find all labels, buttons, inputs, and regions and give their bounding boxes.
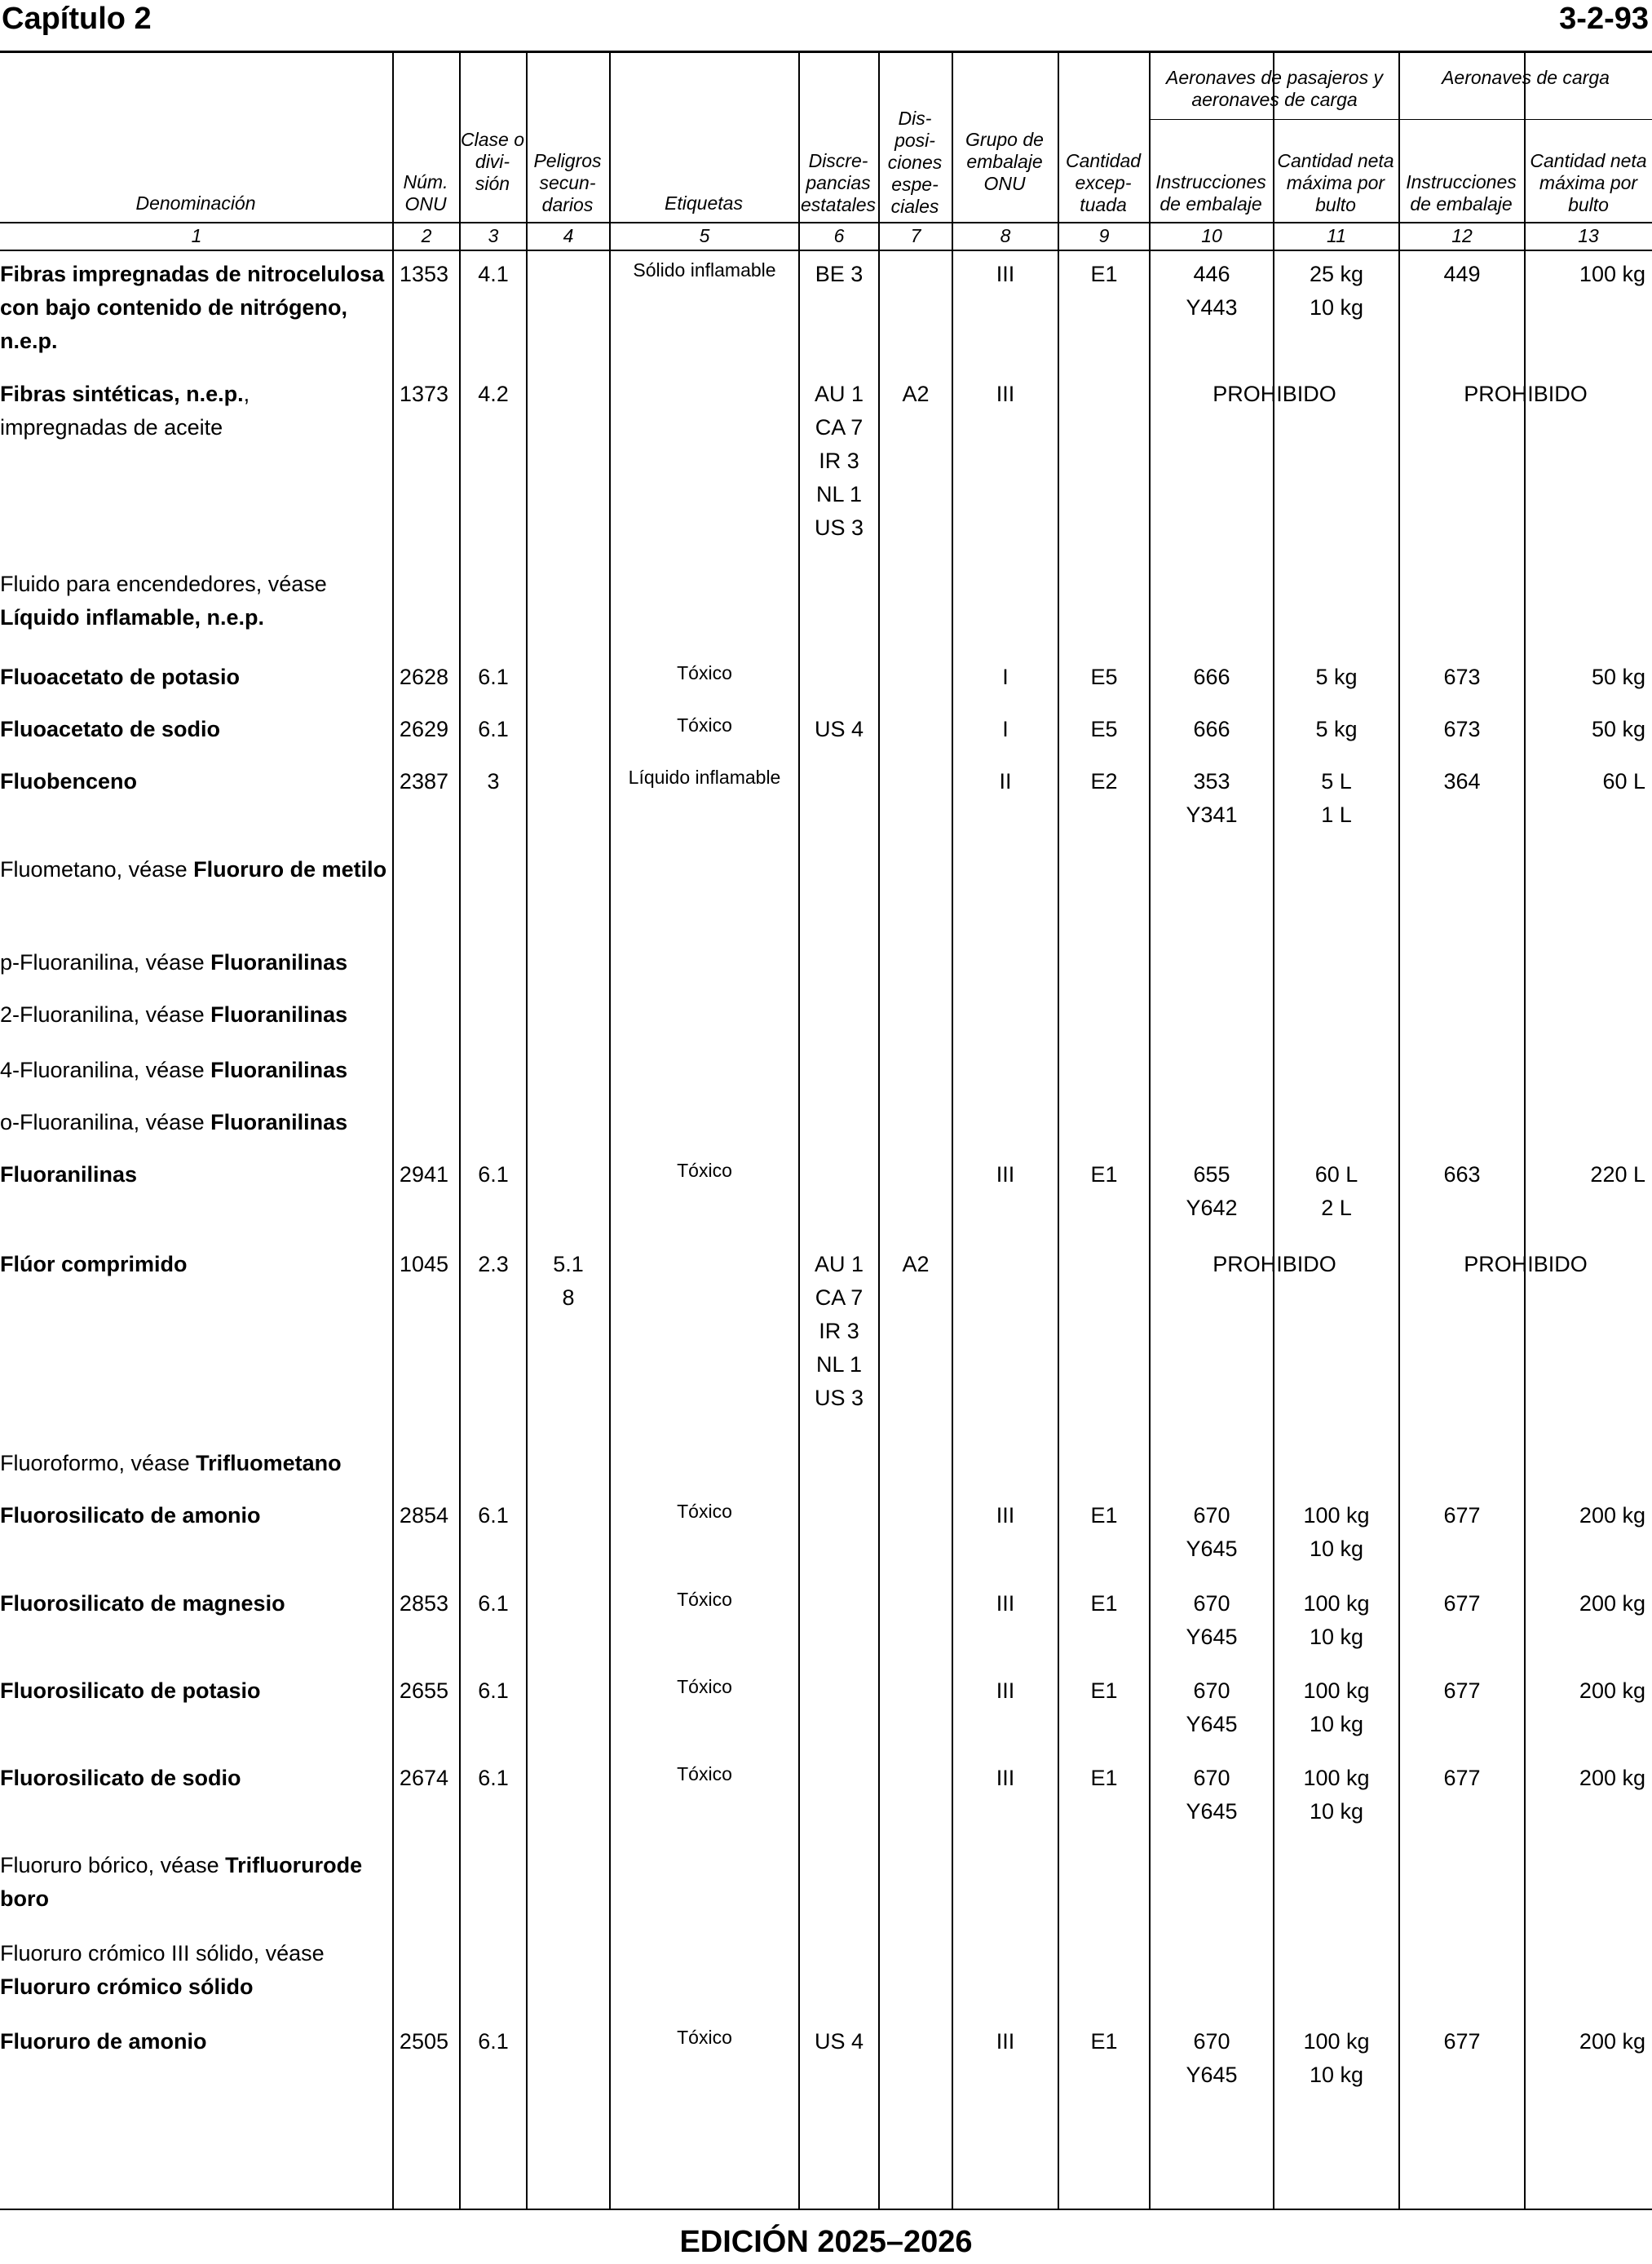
- max-quantity-passenger: 100 kg: [1303, 1766, 1370, 1790]
- col-header-peligros: Peligros secun- darios: [533, 150, 602, 215]
- column-divider: [1149, 53, 1151, 2209]
- row-denomination: [0, 1499, 391, 1532]
- packing-instruction-passenger-limited: Y341: [1186, 803, 1238, 827]
- packing-instruction-cargo: 663: [1443, 1162, 1481, 1187]
- excepted-quantity: E1: [1090, 1766, 1118, 1790]
- max-quantity-passenger: 100 kg: [1303, 1678, 1370, 1703]
- entry-name-suffix: ,: [243, 382, 250, 406]
- header-rule: [0, 51, 1652, 53]
- column-divider: [798, 53, 800, 2209]
- column-number: 13: [1578, 225, 1599, 246]
- un-number: 2655: [399, 1678, 448, 1703]
- class-division: 6.1: [478, 1503, 509, 1528]
- see-text: Fluoroformo, véase: [0, 1451, 197, 1475]
- packing-instruction-passenger-limited: Y645: [1186, 1625, 1238, 1649]
- packing-instruction-passenger-limited: Y443: [1186, 295, 1238, 320]
- max-quantity-passenger-limited: 10 kg: [1309, 295, 1364, 320]
- column-number: 8: [1000, 225, 1011, 246]
- un-number: 1045: [399, 1252, 448, 1276]
- max-quantity-passenger: 100 kg: [1303, 1591, 1370, 1616]
- packing-instruction-passenger: 670: [1193, 1591, 1230, 1616]
- column-divider: [1058, 53, 1059, 2209]
- see-reference: Trifluorurode boro: [0, 1853, 363, 1911]
- see-text: 4-Fluoranilina, véase: [0, 1058, 211, 1082]
- forbidden-passenger: PROHIBIDO: [1212, 1252, 1336, 1276]
- row-denomination: [0, 1762, 391, 1795]
- entry-name: Fibras impregnadas de nitrocelulosa con bajo contenido de nitrógeno, n.e.p.: [0, 262, 385, 353]
- state-variation: CA 7: [815, 415, 864, 440]
- row-denomination: [0, 946, 391, 979]
- excepted-quantity: E1: [1090, 2029, 1118, 2054]
- state-variation: US 4: [814, 2029, 864, 2054]
- class-division: 6.1: [478, 717, 509, 741]
- excepted-quantity: E5: [1090, 717, 1118, 741]
- row-denomination: [0, 1248, 391, 1281]
- class-division: 6.1: [478, 1678, 509, 1703]
- packing-instruction-passenger: 666: [1193, 665, 1230, 689]
- state-variation: AU 1: [814, 1252, 864, 1276]
- max-quantity-passenger-limited: 10 kg: [1309, 1712, 1364, 1736]
- entry-name: Fluorosilicato de magnesio: [0, 1591, 285, 1616]
- special-provision: A2: [902, 1252, 930, 1276]
- column-divider: [526, 53, 528, 2209]
- un-number: 2674: [399, 1766, 448, 1790]
- max-quantity-passenger-limited: 10 kg: [1309, 1537, 1364, 1561]
- col-header-grupo: Grupo de embalaje ONU: [965, 129, 1044, 194]
- hazard-label: Tóxico: [677, 1589, 732, 1610]
- col-header-disposiciones: Dis- posi- ciones espe- ciales: [887, 108, 943, 217]
- un-number: 2387: [399, 769, 448, 794]
- number-row-rule: [0, 250, 1652, 251]
- packing-instruction-passenger-limited: Y645: [1186, 1712, 1238, 1736]
- state-variation: AU 1: [814, 382, 864, 406]
- column-divider: [878, 53, 880, 2209]
- un-number: 2629: [399, 717, 448, 741]
- column-divider: [1273, 53, 1274, 2209]
- packing-instruction-passenger: 446: [1193, 262, 1230, 286]
- column-number: 12: [1451, 225, 1473, 246]
- col-header-etiquetas: Etiquetas: [665, 192, 743, 214]
- row-denomination: [0, 1674, 391, 1708]
- packing-instruction-cargo: 677: [1443, 1591, 1481, 1616]
- group-header-pax: Aeronaves de pasajeros y aeronaves de carga: [1166, 67, 1383, 110]
- row-denomination: [0, 1447, 391, 1480]
- see-reference: Fluoranilinas: [210, 950, 348, 975]
- row-denomination: [0, 2025, 391, 2058]
- max-quantity-cargo: 200 kg: [1579, 1503, 1645, 1528]
- un-number: 2853: [399, 1591, 448, 1616]
- un-number: 1353: [399, 262, 448, 286]
- max-quantity-passenger-limited: 10 kg: [1309, 1625, 1364, 1649]
- table-bottom-rule: [0, 2209, 1652, 2210]
- packing-instruction-passenger: 670: [1193, 2029, 1230, 2054]
- row-denomination: [0, 378, 391, 444]
- row-denomination: [0, 661, 391, 694]
- page-header: [0, 0, 1652, 49]
- see-reference: Fluoruro de metilo: [193, 857, 387, 882]
- see-text: p-Fluoranilina, véase: [0, 950, 211, 975]
- entry-name: Fluobenceno: [0, 769, 137, 794]
- packing-instruction-cargo: 673: [1443, 665, 1481, 689]
- excepted-quantity: E1: [1090, 262, 1118, 286]
- row-denomination: [0, 1587, 391, 1621]
- row-denomination: [0, 765, 391, 798]
- packing-instruction-cargo: 677: [1443, 1503, 1481, 1528]
- excepted-quantity: E2: [1090, 769, 1118, 794]
- row-denomination: [0, 258, 391, 358]
- packing-instruction-passenger: 670: [1193, 1678, 1230, 1703]
- column-number: 6: [833, 225, 845, 246]
- state-variation: IR 3: [819, 1319, 859, 1343]
- packing-instruction-passenger-limited: Y645: [1186, 1537, 1238, 1561]
- row-denomination: [0, 713, 391, 746]
- col-header-discrepancias: Discre- pancias estatales: [800, 150, 877, 215]
- col-header-instr-pax: Instrucciones de embalaje: [1155, 171, 1266, 214]
- packing-instruction-cargo: 673: [1443, 717, 1481, 741]
- class-division: 6.1: [478, 1162, 509, 1187]
- forbidden-cargo: PROHIBIDO: [1464, 1252, 1588, 1276]
- row-denomination: [0, 998, 391, 1032]
- packing-instruction-cargo: 449: [1443, 262, 1481, 286]
- col-header-instr-cargo: Instrucciones de embalaje: [1406, 171, 1517, 214]
- row-denomination: [0, 1054, 391, 1087]
- un-number: 2628: [399, 665, 448, 689]
- state-variation: NL 1: [815, 1352, 863, 1377]
- see-reference: Fluoruro crómico sólido: [0, 1974, 254, 1999]
- col-header-qty-pax: Cantidad neta máxima por bulto: [1277, 150, 1394, 215]
- hazard-label: Tóxico: [677, 1501, 732, 1522]
- class-division: 4.1: [478, 262, 509, 286]
- row-denomination: [0, 1106, 391, 1139]
- max-quantity-passenger: 100 kg: [1303, 1503, 1370, 1528]
- class-division: 6.1: [478, 2029, 509, 2054]
- hazard-label: Tóxico: [677, 1160, 732, 1181]
- column-number: 10: [1201, 225, 1222, 246]
- max-quantity-passenger: 5 L: [1321, 769, 1352, 794]
- max-quantity-cargo: 200 kg: [1579, 2029, 1645, 2054]
- column-divider: [1524, 53, 1526, 2209]
- forbidden-cargo: PROHIBIDO: [1464, 382, 1588, 406]
- packing-group: III: [996, 1503, 1015, 1528]
- see-text: Fluoruro bórico, véase: [0, 1853, 226, 1877]
- state-variation: BE 3: [815, 262, 864, 286]
- packing-instruction-cargo: 677: [1443, 2029, 1481, 2054]
- entry-name: Fluoacetato de potasio: [0, 665, 241, 689]
- column-number: 11: [1327, 225, 1346, 246]
- packing-instruction-passenger: 670: [1193, 1766, 1230, 1790]
- un-number: 2505: [399, 2029, 448, 2054]
- packing-group: III: [996, 262, 1015, 286]
- packing-group: III: [996, 1162, 1015, 1187]
- packing-group: II: [999, 769, 1012, 794]
- excepted-quantity: E5: [1090, 665, 1118, 689]
- max-quantity-cargo: 100 kg: [1579, 262, 1645, 286]
- entry-name: Fluoacetato de sodio: [0, 717, 221, 741]
- class-division: 3: [487, 769, 500, 794]
- excepted-quantity: E1: [1090, 1162, 1118, 1187]
- hazard-label: Tóxico: [677, 2027, 732, 2048]
- packing-instruction-passenger: 655: [1193, 1162, 1230, 1187]
- max-quantity-passenger: 5 kg: [1315, 665, 1358, 689]
- class-division: 6.1: [478, 1766, 509, 1790]
- col-header-clase: Clase o divi- sión: [461, 129, 524, 194]
- see-reference: Líquido inflamable, n.e.p.: [0, 605, 265, 630]
- group-header-cargo: Aeronaves de carga: [1442, 67, 1610, 88]
- packing-group: III: [996, 1766, 1015, 1790]
- packing-instruction-passenger: 670: [1193, 1503, 1230, 1528]
- max-quantity-cargo: 200 kg: [1579, 1766, 1645, 1790]
- packing-instruction-passenger: 353: [1193, 769, 1230, 794]
- see-text: Fluido para encendedores, véase: [0, 572, 327, 596]
- packing-instruction-cargo: 364: [1443, 769, 1481, 794]
- subsidiary-hazard: 8: [562, 1285, 575, 1310]
- max-quantity-passenger: 5 kg: [1315, 717, 1358, 741]
- excepted-quantity: E1: [1090, 1591, 1118, 1616]
- hazard-label: Tóxico: [677, 1763, 732, 1784]
- class-division: 4.2: [478, 382, 509, 406]
- column-divider: [609, 53, 611, 2209]
- header-bottom-rule: [0, 222, 1652, 223]
- packing-group: III: [996, 1591, 1015, 1616]
- max-quantity-passenger-limited: 1 L: [1321, 803, 1352, 827]
- hazard-label: Líquido inflamable: [628, 767, 781, 788]
- entry-name: Fluorosilicato de sodio: [0, 1766, 241, 1790]
- group-divider: [1150, 119, 1652, 120]
- class-division: 2.3: [478, 1252, 509, 1276]
- see-reference: Fluoranilinas: [210, 1110, 348, 1134]
- chapter-title: Capítulo 2: [2, 2, 152, 36]
- column-divider: [952, 53, 953, 2209]
- state-variation: US 3: [814, 515, 864, 540]
- col-header-num-onu: Núm. ONU: [403, 171, 448, 214]
- entry-name: Fluoranilinas: [0, 1162, 138, 1187]
- column-number: 1: [191, 225, 202, 246]
- max-quantity-cargo: 200 kg: [1579, 1591, 1645, 1616]
- see-text: 2-Fluoranilina, véase: [0, 1002, 211, 1027]
- packing-instruction-passenger-limited: Y642: [1186, 1196, 1238, 1220]
- state-variation: US 4: [814, 717, 864, 741]
- packing-group: I: [1002, 717, 1009, 741]
- row-denomination: [0, 1937, 391, 2004]
- hazard-label: Tóxico: [677, 662, 732, 683]
- column-number: 3: [488, 225, 499, 246]
- row-denomination: [0, 568, 391, 635]
- class-division: 6.1: [478, 665, 509, 689]
- hazard-label: Tóxico: [677, 1676, 732, 1697]
- packing-group: III: [996, 382, 1015, 406]
- un-number: 2941: [399, 1162, 448, 1187]
- column-number: 2: [421, 225, 432, 246]
- edition-footer: EDICIÓN 2025–2026: [679, 2225, 973, 2259]
- column-number: 4: [563, 225, 574, 246]
- col-header-cantidad-exceptuada: Cantidad excep- tuada: [1065, 150, 1142, 215]
- max-quantity-cargo: 200 kg: [1579, 1678, 1645, 1703]
- packing-instruction-cargo: 677: [1443, 1678, 1481, 1703]
- state-variation: NL 1: [815, 482, 863, 506]
- max-quantity-cargo: 50 kg: [1591, 665, 1645, 689]
- un-number: 2854: [399, 1503, 448, 1528]
- col-header-qty-cargo: Cantidad neta máxima por bulto: [1530, 150, 1647, 215]
- special-provision: A2: [902, 382, 930, 406]
- row-denomination: [0, 1849, 391, 1916]
- un-number: 1373: [399, 382, 448, 406]
- excepted-quantity: E1: [1090, 1678, 1118, 1703]
- max-quantity-passenger: 60 L: [1314, 1162, 1358, 1187]
- max-quantity-passenger: 100 kg: [1303, 2029, 1370, 2054]
- see-reference: Trifluometano: [196, 1451, 342, 1475]
- max-quantity-passenger-limited: 10 kg: [1309, 1799, 1364, 1824]
- hazard-label: Sólido inflamable: [633, 259, 776, 281]
- page-number: 3-2-93: [1559, 2, 1649, 36]
- see-text: Fluometano, véase: [0, 857, 194, 882]
- column-divider: [1398, 53, 1400, 2209]
- col-header-denominacion: Denominación: [135, 192, 256, 214]
- max-quantity-passenger-limited: 10 kg: [1309, 2063, 1364, 2087]
- row-denomination: [0, 1158, 391, 1192]
- column-number: 7: [910, 225, 921, 246]
- entry-name: Fibras sintéticas, n.e.p.: [0, 382, 244, 406]
- state-variation: US 3: [814, 1386, 864, 1410]
- max-quantity-cargo: 50 kg: [1591, 717, 1645, 741]
- forbidden-passenger: PROHIBIDO: [1212, 382, 1336, 406]
- packing-instruction-cargo: 677: [1443, 1766, 1481, 1790]
- packing-group: III: [996, 1678, 1015, 1703]
- excepted-quantity: E1: [1090, 1503, 1118, 1528]
- entry-name: Fluorosilicato de potasio: [0, 1678, 261, 1703]
- column-divider: [459, 53, 461, 2209]
- entry-name: Fluorosilicato de amonio: [0, 1503, 261, 1528]
- packing-instruction-passenger-limited: Y645: [1186, 1799, 1238, 1824]
- hazard-label: Tóxico: [677, 714, 732, 736]
- state-variation: IR 3: [819, 449, 859, 473]
- column-divider: [392, 53, 394, 2209]
- see-reference: Fluoranilinas: [210, 1058, 348, 1082]
- packing-instruction-passenger-limited: Y645: [1186, 2063, 1238, 2087]
- packing-group: I: [1002, 665, 1009, 689]
- see-reference: Fluoranilinas: [210, 1002, 348, 1027]
- max-quantity-passenger: 25 kg: [1309, 262, 1364, 286]
- entry-name: Flúor comprimido: [0, 1252, 188, 1276]
- see-text: o-Fluoranilina, véase: [0, 1110, 211, 1134]
- see-text: Fluoruro crómico III sólido, véase: [0, 1941, 325, 1966]
- max-quantity-passenger-limited: 2 L: [1321, 1196, 1352, 1220]
- subsidiary-hazard: 5.1: [553, 1252, 584, 1276]
- packing-instruction-passenger: 666: [1193, 717, 1230, 741]
- row-denomination: [0, 853, 391, 887]
- state-variation: CA 7: [815, 1285, 864, 1310]
- entry-name: Fluoruro de amonio: [0, 2029, 207, 2054]
- packing-group: III: [996, 2029, 1015, 2054]
- column-number: 5: [699, 225, 710, 246]
- max-quantity-cargo: 220 L: [1590, 1162, 1645, 1187]
- class-division: 6.1: [478, 1591, 509, 1616]
- entry-name-rest: impregnadas de aceite: [0, 415, 223, 440]
- max-quantity-cargo: 60 L: [1602, 769, 1645, 794]
- column-number: 9: [1098, 225, 1110, 246]
